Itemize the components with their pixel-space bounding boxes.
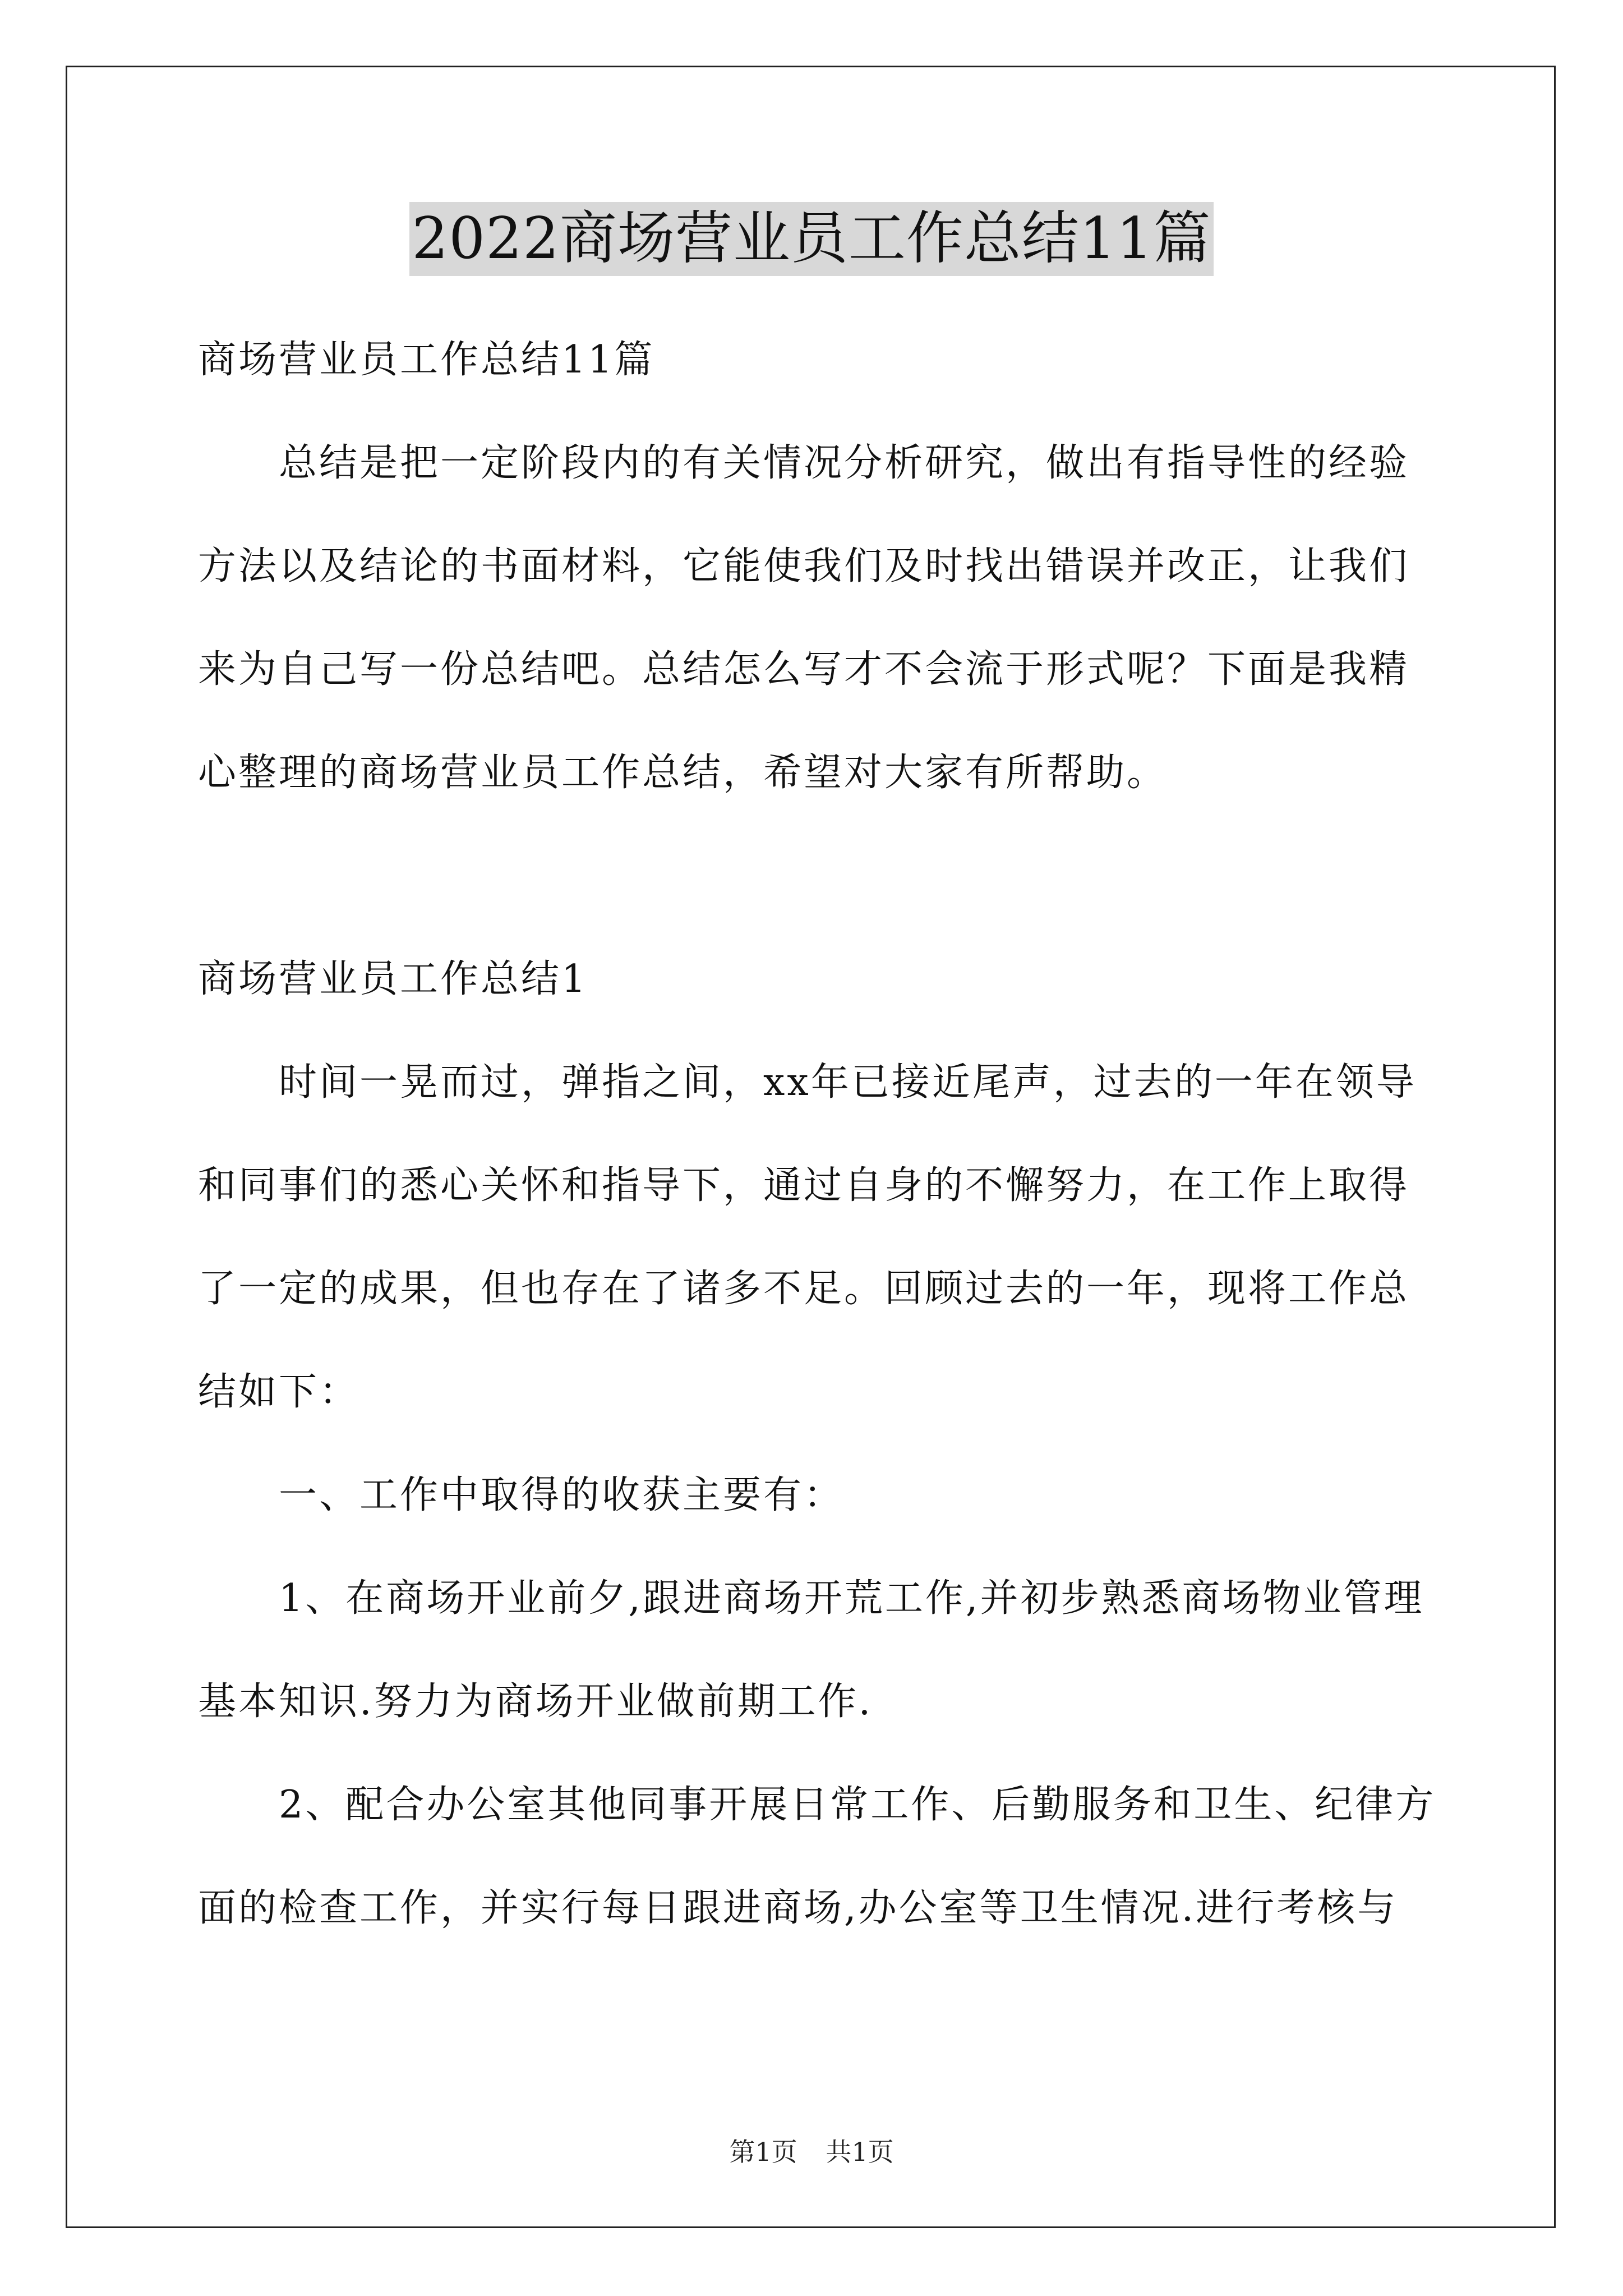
paragraph-line: 结如下： <box>198 1370 360 1414</box>
list-item-line: 基本知识.努力为商场开业做前期工作. <box>198 1680 873 1724</box>
document-body <box>198 309 1436 1960</box>
paragraph-line: 心整理的商场营业员工作总结，希望对大家有所帮助。 <box>198 751 1168 795</box>
list-heading: 一、工作中取得的收获主要有： <box>198 1473 845 1517</box>
document-title: 2022商场营业员工作总结11篇 <box>409 202 1213 276</box>
paragraph-line: 总结是把一定阶段内的有关情况分析研究，做出有指导性的经验 <box>198 441 1410 485</box>
paragraph-line: 方法以及结论的书面材料，它能使我们及时找出错误并改正，让我们 <box>198 544 1410 588</box>
paragraph-line: 来为自己写一份总结吧。总结怎么写才不会流于形式呢？下面是我精 <box>198 647 1410 692</box>
page-number-current: 第1页 <box>729 2137 797 2167</box>
paragraph-line: 时间一晃而过，弹指之间，xx年已接近尾声，过去的一年在领导 <box>198 1060 1417 1105</box>
list-item-line: 2、配合办公室其他同事开展日常工作、后勤服务和卫生、纪律方 <box>198 1783 1436 1827</box>
title-container <box>0 202 1623 276</box>
page-number-total: 共1页 <box>826 2137 894 2167</box>
paragraph-line: 和同事们的悉心关怀和指导下，通过自身的不懈努力，在工作上取得 <box>198 1163 1410 1208</box>
section-heading: 商场营业员工作总结1 <box>198 957 588 1001</box>
list-item-line: 面的检查工作，并实行每日跟进商场,办公室等卫生情况.进行考核与 <box>198 1886 1398 1930</box>
list-item-line: 1、在商场开业前夕,跟进商场开荒工作,并初步熟悉商场物业管理 <box>198 1576 1424 1621</box>
paragraph-line: 了一定的成果，但也存在了诸多不足。回顾过去的一年，现将工作总 <box>198 1267 1410 1311</box>
page-footer <box>0 2135 1623 2169</box>
subtitle-line: 商场营业员工作总结11篇 <box>198 338 655 382</box>
blank-line <box>198 825 1432 928</box>
